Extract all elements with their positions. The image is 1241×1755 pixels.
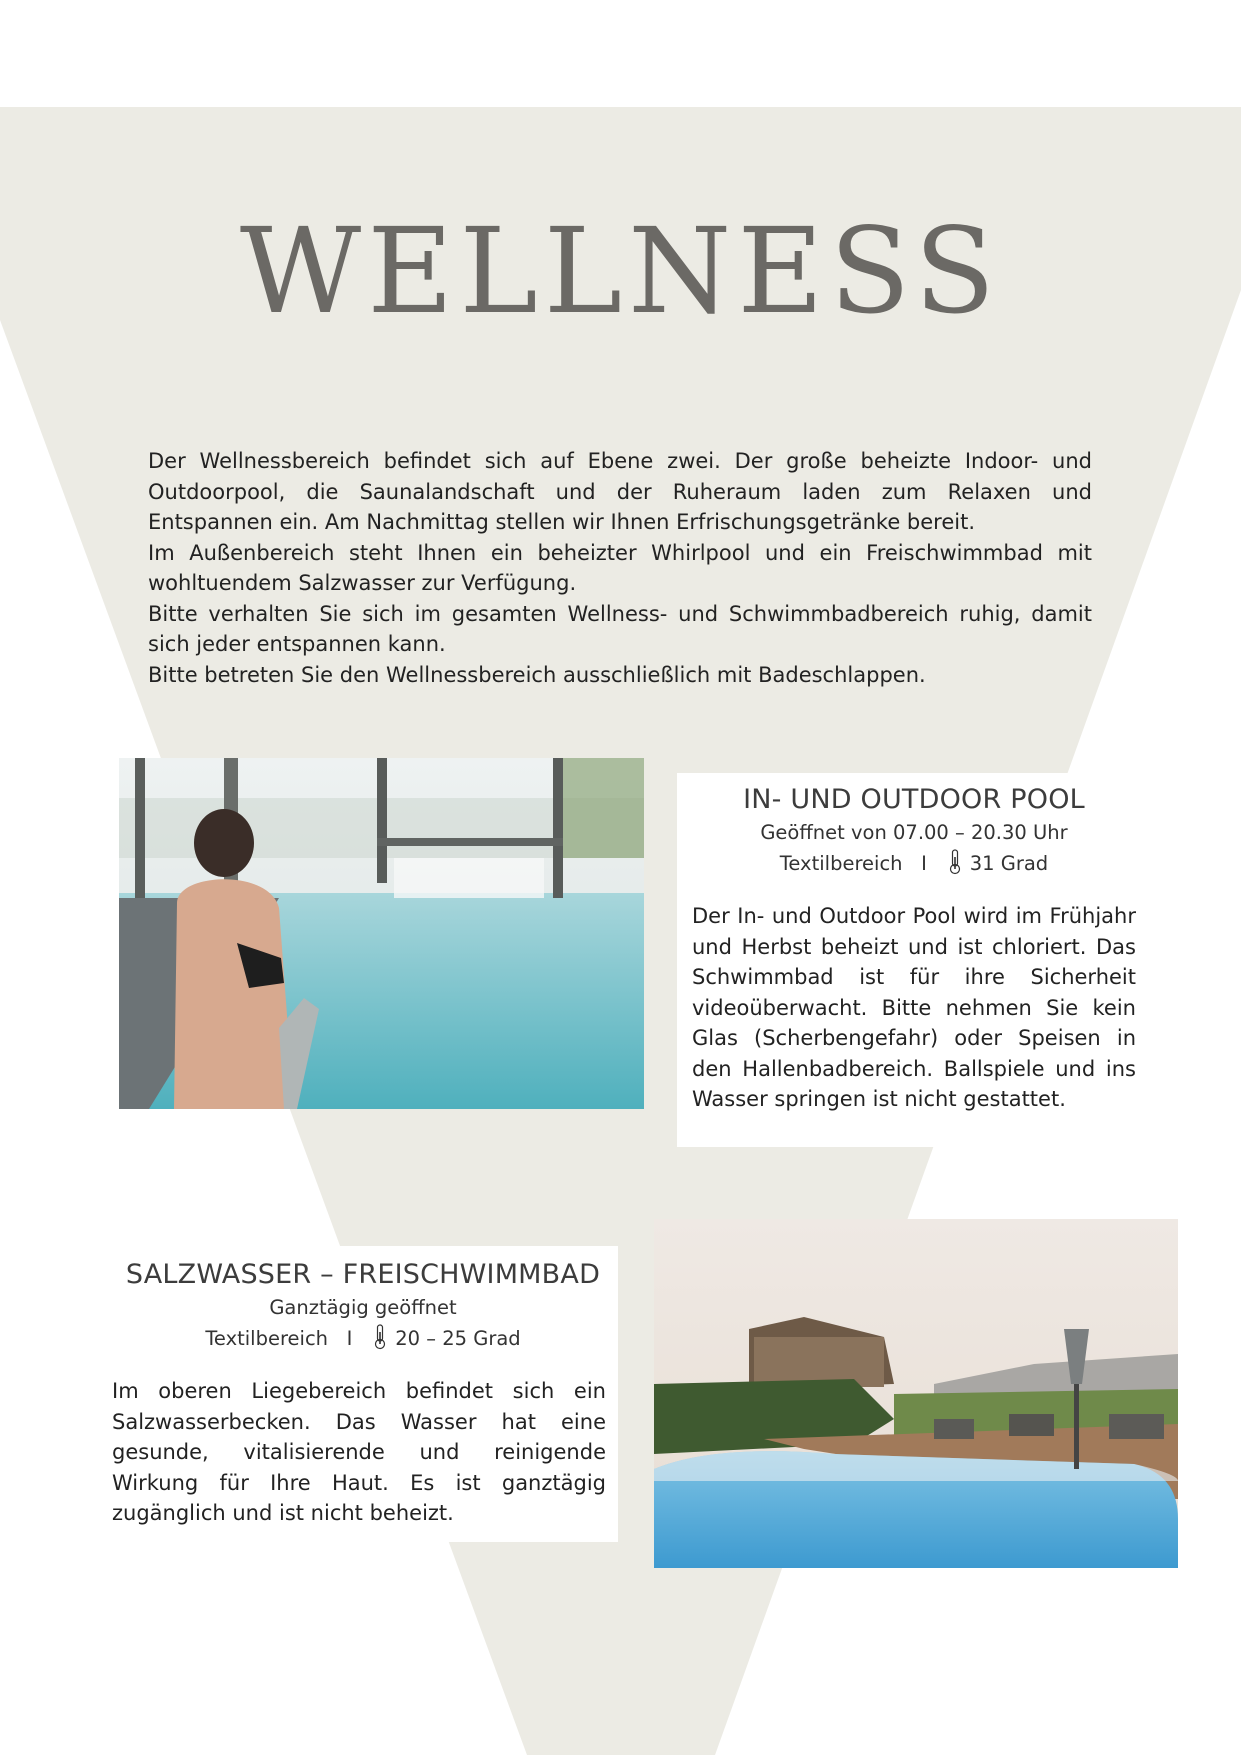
intro-text [148, 446, 1092, 690]
indoor-pool-photo [119, 758, 644, 1109]
area-label: Textilbereich [205, 1327, 329, 1350]
intro-paragraph: Bitte betreten Sie den Wellnessbereich ausschließlich mit Badeschlappen. [148, 662, 926, 687]
temperature: 20 – 25 Grad [395, 1327, 521, 1350]
indoor-pool-description: Der In- und Outdoor Pool wird im Frühjahr und Herbst beheizt und ist chloriert. Das Schwimmbad ist für ihre Sicherheit videoüberwacht. Bitte nehmen Sie kein Glas (Scherbengefahr) oder Speisen in den Hallenbadbereich. Ballspiele und ins Wasser springen ist nicht gestattet. [692, 904, 1136, 1111]
saltwater-pool-info [120, 1323, 606, 1354]
outdoor-pool-photo [654, 1219, 1178, 1568]
separator: I [346, 1327, 353, 1350]
intro-paragraph: Der Wellnessbereich befindet sich auf Ebene zwei. Der große beheizte Indoor- und Outdoorpool, die Saunalandschaft und der Ruheraum laden zum Relaxen und Entspannen ein. Am Nachmittag stellen wir Ihnen Erfrischungsgetränke bereit. [148, 449, 1092, 534]
indoor-pool-card [677, 773, 1151, 1147]
indoor-pool-info [692, 848, 1136, 879]
temperature: 31 Grad [969, 852, 1049, 875]
page-title: WELLNESS [239, 202, 1002, 340]
indoor-pool-hours: Geöffnet von 07.00 – 20.30 Uhr [760, 821, 1068, 844]
saltwater-pool-card [108, 1246, 618, 1542]
saltwater-pool-heading: SALZWASSER – FREISCHWIMMBAD [125, 1259, 601, 1290]
separator: I [921, 852, 927, 875]
indoor-pool-heading: IN- UND OUTDOOR POOL [743, 784, 1085, 815]
saltwater-pool-hours: Ganztägig geöffnet [269, 1296, 457, 1319]
saltwater-pool-description: Im oberen Liegebereich befindet sich ein Salzwasserbecken. Das Wasser hat eine gesunde, vitalisierende und reinigende Wirkung für Ihre Haut. Es ist ganztägig zugänglich und ist nicht beheizt. [112, 1379, 606, 1525]
intro-paragraph: Bitte verhalten Sie sich im gesamten Wellness- und Schwimmbadbereich ruhig, damit sich jeder entspannen kann. [148, 601, 1092, 656]
intro-paragraph: Im Außenbereich steht Ihnen ein beheizter Whirlpool und ein Freischwimmbad mit wohltuendem Salzwasser zur Verfügung. [148, 540, 1092, 595]
thermometer-icon [373, 1324, 387, 1350]
area-label: Textilbereich [779, 852, 903, 875]
thermometer-icon [948, 849, 962, 875]
